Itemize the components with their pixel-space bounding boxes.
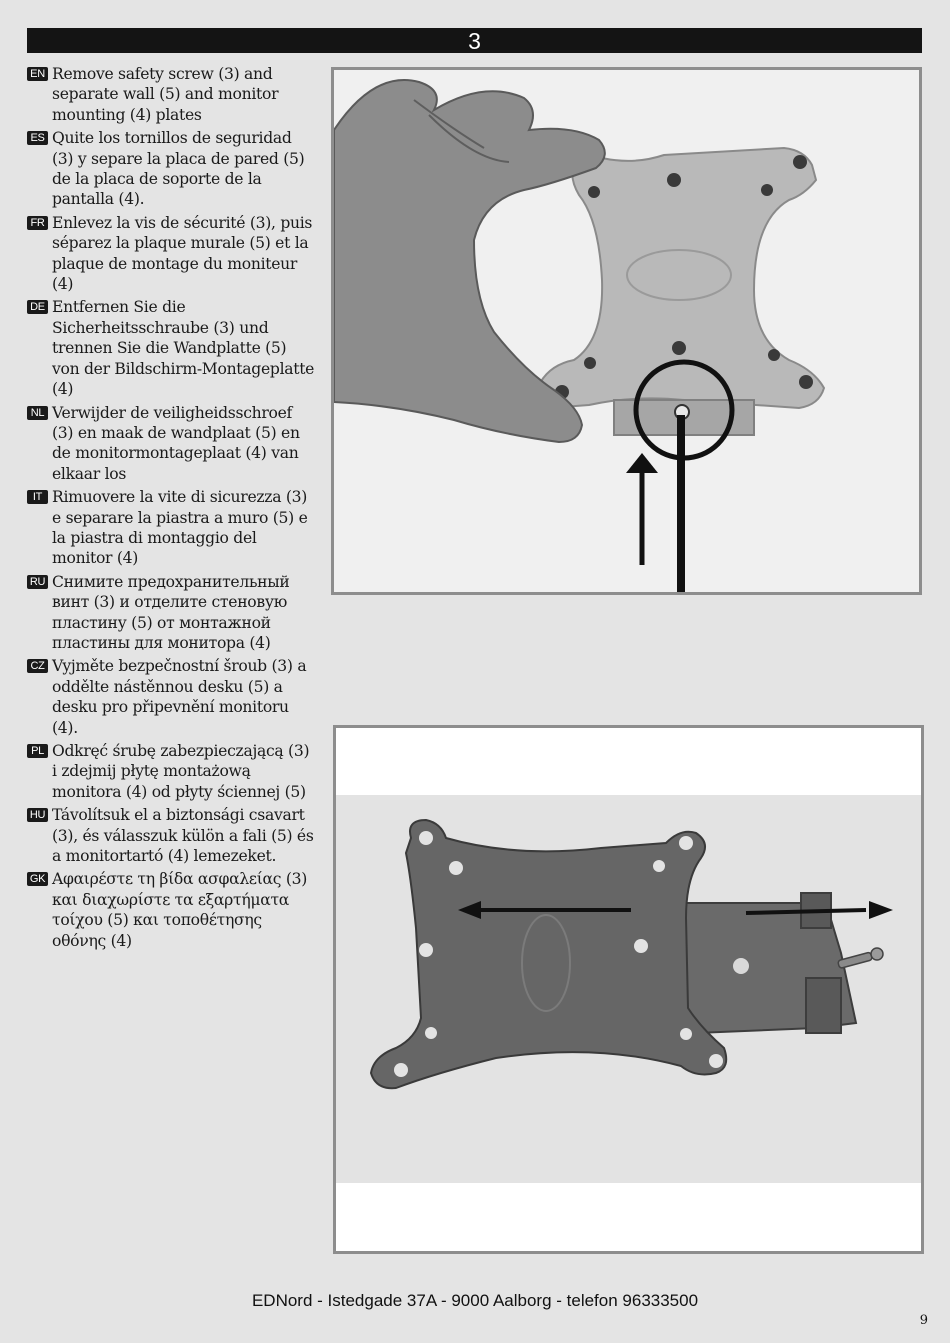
instruction-it	[27, 487, 317, 569]
instruction-text: Αφαιρέστε τη βίδα ασφαλείας (3) και διαχωρίστε τα εξαρτήματα τοίχου (5) και τοποθέτησης οθόνης (4)	[52, 870, 308, 950]
language-badge: HU	[27, 808, 48, 822]
screwdriver	[677, 415, 685, 592]
instruction-pl	[27, 741, 317, 802]
instruction-text: Vyjměte bezpečnostní šroub (3) a oddělte nástěnnou desku (5) a desku pro připevnění monitoru (4).	[52, 657, 307, 737]
language-badge: PL	[27, 744, 48, 758]
footer-address: EDNord - Istedgade 37A - 9000 Aalborg - telefon 96333500	[251, 1291, 699, 1310]
photo-separated-plates	[333, 725, 924, 1254]
language-badge: DE	[27, 300, 48, 314]
language-badge: NL	[27, 406, 48, 420]
instruction-list	[27, 64, 317, 954]
language-badge: IT	[27, 490, 48, 504]
step-header	[27, 28, 922, 53]
photo-remove-screw	[331, 67, 922, 595]
language-badge: RU	[27, 575, 48, 589]
instruction-ru	[27, 572, 317, 654]
step-number: 3	[468, 28, 481, 54]
instruction-text: Remove safety screw (3) and separate wall (5) and monitor mounting (4) plates	[52, 65, 279, 124]
instruction-text: Entfernen Sie die Sicherheitsschraube (3) und trennen Sie die Wandplatte (5) von der Bildschirm-Montageplatte (4)	[52, 298, 315, 399]
instruction-es	[27, 128, 317, 210]
instruction-text: Odkręć śrubę zabezpieczającą (3) i zdejmij płytę montażową monitora (4) od płyty ściennej (5)	[52, 742, 310, 801]
instruction-text: Quite los tornillos de seguridad (3) y separe la placa de pared (5) de la placa de soporte de la pantalla (4).	[52, 129, 305, 209]
instruction-nl	[27, 403, 317, 485]
instruction-cz	[27, 656, 317, 738]
instruction-text: Enlevez la vis de sécurité (3), puis séparez la plaque murale (5) et la plaque de montage du moniteur (4)	[52, 213, 313, 294]
instruction-gk	[27, 869, 317, 951]
instruction-text: Verwijder de veiligheidsschroef (3) en maak de wandplaat (5) en de monitormontageplaat (4) van elkaar los	[52, 403, 300, 483]
page-number: 9	[919, 1313, 928, 1328]
language-badge: FR	[27, 216, 48, 230]
instruction-text: Снимите предохранительный винт (3) и отделите стеновую пластину (5) от монтажной пластины для монитора (4)	[52, 572, 290, 652]
instruction-hu	[27, 805, 317, 866]
language-badge: EN	[27, 67, 48, 81]
language-badge: CZ	[27, 659, 48, 673]
language-badge: ES	[27, 131, 48, 145]
instruction-fr	[27, 213, 317, 295]
instruction-text: Rimuovere la vite di sicurezza (3) e separare la piastra a muro (5) e la piastra di montaggio del monitor (4)	[52, 488, 308, 568]
language-badge: GK	[27, 872, 48, 886]
photo-separated-plates-illustration	[336, 728, 921, 1251]
photo-remove-screw-illustration	[334, 70, 919, 592]
instruction-text: Távolítsuk el a biztonsági csavart (3), és válasszuk külön a fali (5) és a monitortartó (4) lemezeket.	[52, 806, 314, 866]
instruction-en	[27, 64, 317, 125]
instruction-de	[27, 297, 317, 399]
